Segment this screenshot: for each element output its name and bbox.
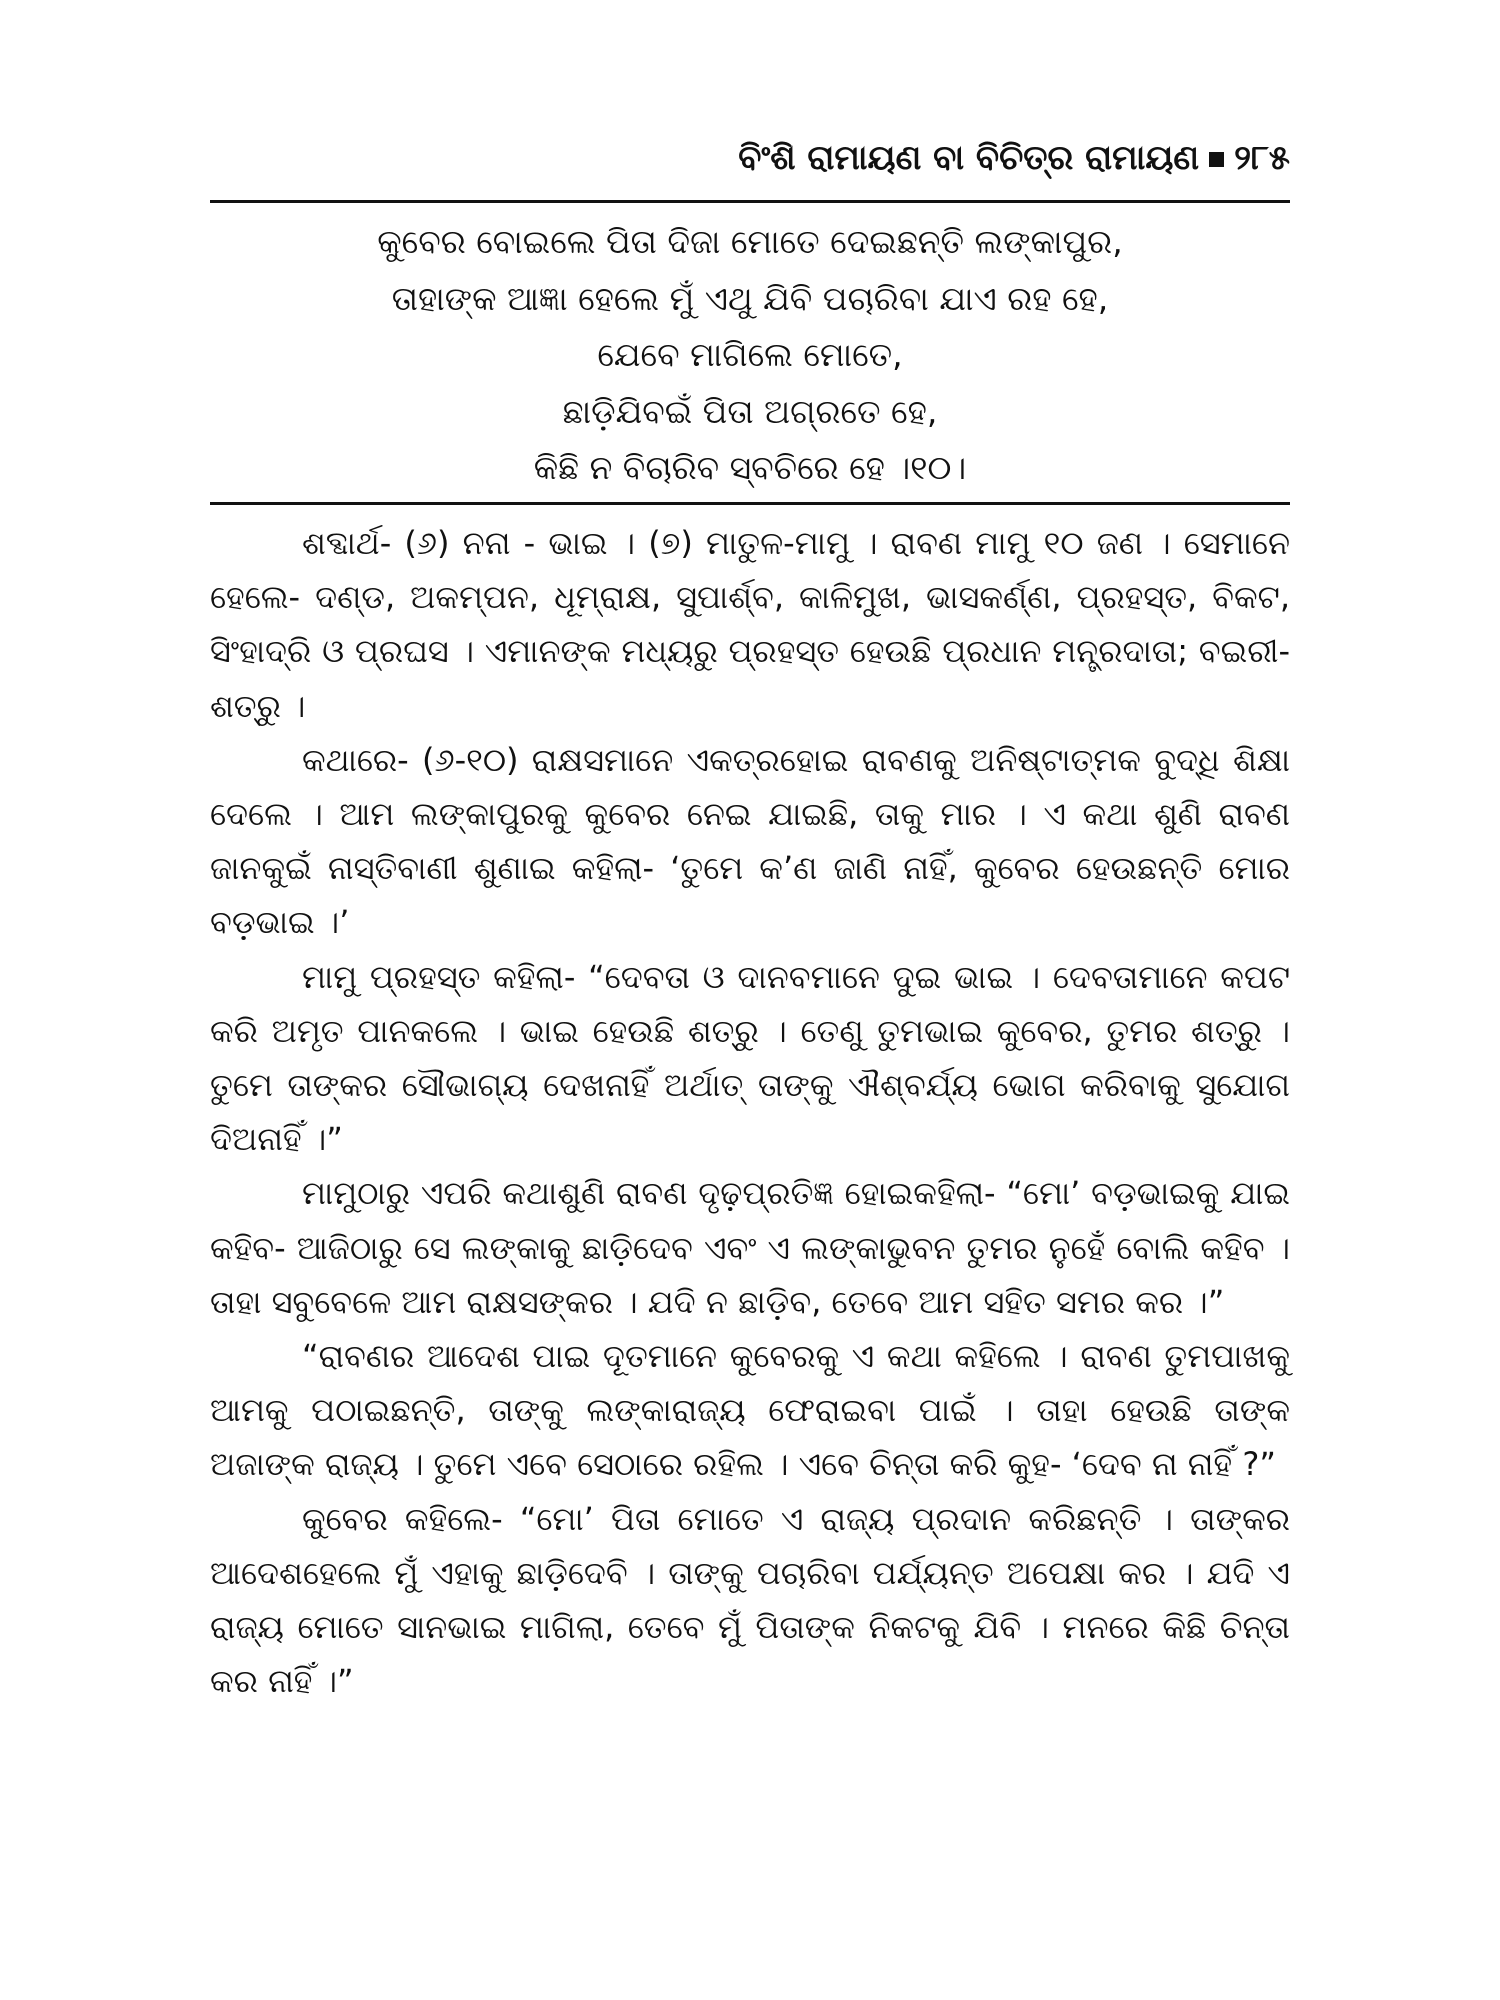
commentary-body: [210, 516, 1290, 1708]
verse-line: ତାହାଙ୍କ ଆଜ୍ଞା ହେଲେ ମୁଁ ଏଥୁ ଯିବି ପଚାରିବା ଯାଏ ରହ ହେ,: [391, 278, 1109, 318]
separator-square-icon: [1209, 152, 1224, 167]
paragraph: ମାମୁଠାରୁ ଏପରି କଥାଶୁଣି ରାବଣ ଦୃଢ଼ପ୍ରତିଜ୍ଞ ହୋଇକହିଲା- “ମୋ’ ବଡ଼ଭାଇକୁ ଯାଇ କହିବ- ଆଜିଠାରୁ ସେ ଲଙ୍କାକୁ ଛାଡ଼ିଦେବ ଏବଂ ଏ ଲଙ୍କାଭୁବନ ତୁମର ନୁହେଁ ବୋଲି କହିବ । ତାହା ସବୁବେଳେ ଆମ ରାକ୍ଷସଙ୍କର । ଯଦି ନ ଛାଡ଼ିବ, ତେବେ ଆମ ସହିତ ସମର କର ।”: [210, 1174, 1290, 1321]
paragraph: କଥାରେ- (୬-୧୦) ରାକ୍ଷସମାନେ ଏକତ୍ରହୋଇ ରାବଣକୁ ଅନିଷ୍ଟାତ୍ମକ ବୁଦ୍ଧି ଶିକ୍ଷା ଦେଲେ । ଆମ ଲଙ୍କାପୁରକୁ କୁବେର ନେଇ ଯାଇଛି, ତାକୁ ମାର । ଏ କଥା ଶୁଣି ରାବଣ ଜାନକୁଇଁ ନାସ୍ତିବାଣୀ ଶୁଣାଇ କହିଲା- ‘ତୁମେ କ’ଣ ଜାଣି ନାହିଁ, କୁବେର ହେଉଛନ୍ତି ମୋର ବଡ଼ଭାଇ ।’: [210, 740, 1290, 942]
verse-block: [210, 214, 1290, 497]
verse-line: କୁବେର ବୋଇଲେ ପିତା ଦିଜା ମୋତେ ଦେଇଛନ୍ତି ଲଙ୍କାପୁର,: [377, 222, 1123, 261]
page-number: ୨୮୫: [1234, 138, 1290, 178]
paragraph: ମାମୁ ପ୍ରହସ୍ତ କହିଲା- “ଦେବତା ଓ ଦାନବମାନେ ଦୁଇ ଭାଇ । ଦେବତାମାନେ କପଟ କରି ଅମୃତ ପାନକଲେ । ଭାଇ ହେଉଛି ଶତ୍ରୁ । ତେଣୁ ତୁମଭାଇ କୁବେର, ତୁମର ଶତ୍ରୁ । ତୁମେ ତାଙ୍କର ସୌଭାଗ୍ୟ ଦେଖନାହିଁ ଅର୍ଥାତ୍ ତାଙ୍କୁ ଐଶ୍ବର୍ଯ୍ୟ ଭୋଗ କରିବାକୁ ସୁଯୋଗ ଦିଅନାହିଁ ।”: [210, 957, 1290, 1159]
paragraph: କୁବେର କହିଲେ- “ମୋ’ ପିତା ମୋତେ ଏ ରାଜ୍ୟ ପ୍ରଦାନ କରିଛନ୍ତି । ତାଙ୍କର ଆଦେଶହେଲେ ମୁଁ ଏହାକୁ ଛାଡ଼ିଦେବି । ତାଙ୍କୁ ପଚାରିବା ପର୍ଯ୍ୟନ୍ତ ଅପେକ୍ଷା କର । ଯଦି ଏ ରାଜ୍ୟ ମୋତେ ସାନଭାଇ ମାଗିଲା, ତେବେ ମୁଁ ପିତାଙ୍କ ନିକଟକୁ ଯିବି । ମନରେ କିଛି ଚିନ୍ତା କର ନାହିଁ ।”: [210, 1499, 1290, 1701]
header-rule: [210, 200, 1290, 203]
paragraph: “ରାବଣର ଆଦେଶ ପାଇ ଦୂତମାନେ କୁବେରକୁ ଏ କଥା କହିଲେ । ରାବଣ ତୁମପାଖକୁ ଆମକୁ ପଠାଇଛନ୍ତି, ତାଙ୍କୁ ଲଙ୍କାରାଜ୍ୟ ଫେରାଇବା ପାଇଁ । ତାହା ହେଉଛି ତାଙ୍କ ଅଜାଙ୍କ ରାଜ୍ୟ । ତୁମେ ଏବେ ସେଠାରେ ରହିଲ । ଏବେ ଚିନ୍ତା କରି କୁହ- ‘ଦେବ ନା ନାହିଁ ?”: [210, 1337, 1290, 1484]
verse-line: କିଛି ନ ବିଚାରିବ ସ୍ବଚିରେ ହେ ।୧୦।: [533, 448, 967, 487]
verse-line: ଛାଡ଼ିଯିବଇଁ ପିତା ଅଗ୍ରତେ ହେ,: [562, 391, 938, 431]
book-title: ବିଂଶି ରାମାୟଣ ବା ବିଚିତ୍ର ରାମାୟଣ: [738, 138, 1200, 178]
paragraph-glossary: ଶବ୍ଦାର୍ଥ- (୬) ନନା - ଭାଇ । (୭) ମାତୁଳ-ମାମୁ । ରାବଣ ମାମୁ ୧୦ ଜଣ । ସେମାନେ ହେଲେ- ଦଣ୍ଡ, ଅକମ୍ପନ, ଧୂମ୍ରାକ୍ଷ, ସୁପାର୍ଶ୍ବ, କାଳିମୁଖ, ଭାସକର୍ଣ୍ଣ, ପ୍ରହସ୍ତ, ବିକଟ, ସିଂହାଦ୍ରି ଓ ପ୍ରଘସ । ଏମାନଙ୍କ ମଧ୍ୟରୁ ପ୍ରହସ୍ତ ହେଉଛି ପ୍ରଧାନ ମନ୍ତ୍ରଦାତା; ବଇରୀ-ଶତ୍ରୁ ।: [210, 524, 1290, 725]
running-header: [210, 128, 1290, 188]
verse-line: ଯେବେ ମାଗିଲେ ମୋତେ,: [597, 335, 903, 374]
verse-rule: [210, 502, 1290, 505]
